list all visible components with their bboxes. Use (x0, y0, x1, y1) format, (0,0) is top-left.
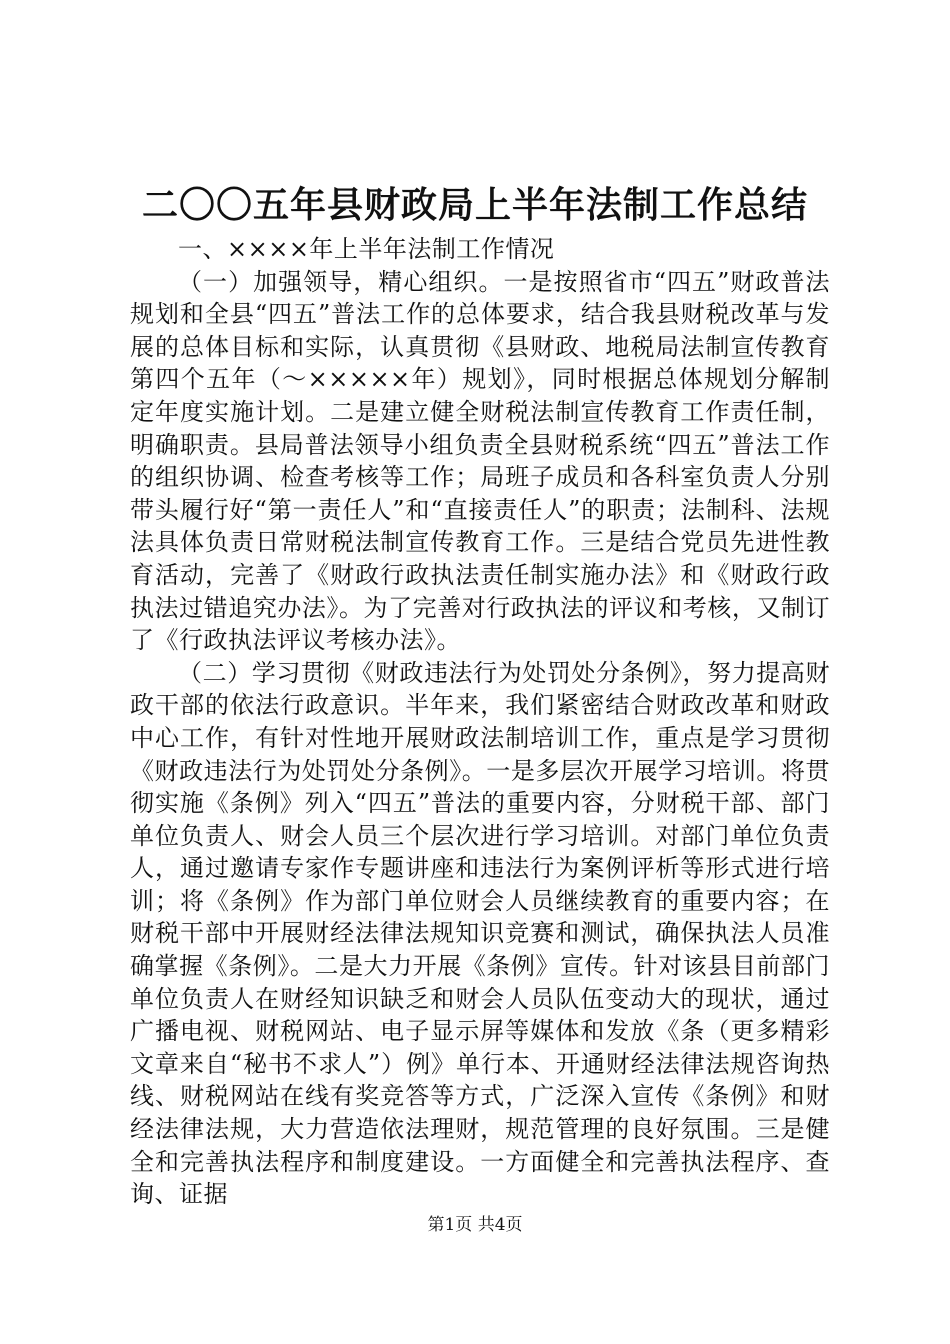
paragraph-leadership: （一）加强领导，精心组织。一是按照省市“四五”财政普法规划和全县“四五”普法工作的总体要求，结合我县财税改革与发展的总体目标和实际，认真贯彻《县财政、地税局法制宣传教育第四个五年（～×××××年）规划》，同时根据总体规划分解制定年度实施计划。二是建立健全财税法制宣传教育工作责任制，明确职责。县局普法领导小组负责全县财税系统“四五”普法工作的组织协调、检查考核等工作；局班子成员和各科室负责人分别带头履行好“第一责任人”和“直接责任人”的职责；法制科、法规法具体负责日常财税法制宣传教育工作。三是结合党员先进性教育活动，完善了《财政行政执法责任制实施办法》和《财政行政执法过错追究办法》。为了完善对行政执法的评议和考核，又制订了《行政执法评议考核办法》。 (130, 267, 830, 655)
page-footer: 第1页 共4页 (427, 1215, 523, 1235)
document-body (130, 233, 830, 1211)
document-title: 二〇〇五年县财政局上半年法制工作总结 (141, 184, 808, 226)
paragraph-regulations-study: （二）学习贯彻《财政违法行为处罚处分条例》，努力提高财政干部的依法行政意识。半年来，我们紧密结合财政改革和财政中心工作，有针对性地开展财政法制培训工作，重点是学习贯彻《财政违法行为处罚处分条例》。一是多层次开展学习培训。将贯彻实施《条例》列入“四五”普法的重要内容，分财税干部、部门单位负责人、财会人员三个层次进行学习培训。对部门单位负责人，通过邀请专家作专题讲座和违法行为案例评析等形式进行培训；将《条例》作为部门单位财会人员继续教育的重要内容；在财税干部中开展财经法律法规知识竞赛和测试，确保执法人员准确掌握《条例》。二是大力开展《条例》宣传。针对该县目前部门单位负责人在财经知识缺乏和财会人员队伍变动大的现状，通过广播电视、财税网站、电子显示屏等媒体和发放《条（更多精彩文章来自“秘书不求人”）例》单行本、开通财经法律法规咨询热线、财税网站在线有奖竞答等方式，广泛深入宣传《条例》和财经法律法规，大力营造依法理财，规范管理的良好氛围。三是健全和完善执法程序和制度建设。一方面健全和完善执法程序、查询、证据 (130, 658, 830, 1209)
section-heading: 一、××××年上半年法制工作情况 (178, 235, 555, 263)
